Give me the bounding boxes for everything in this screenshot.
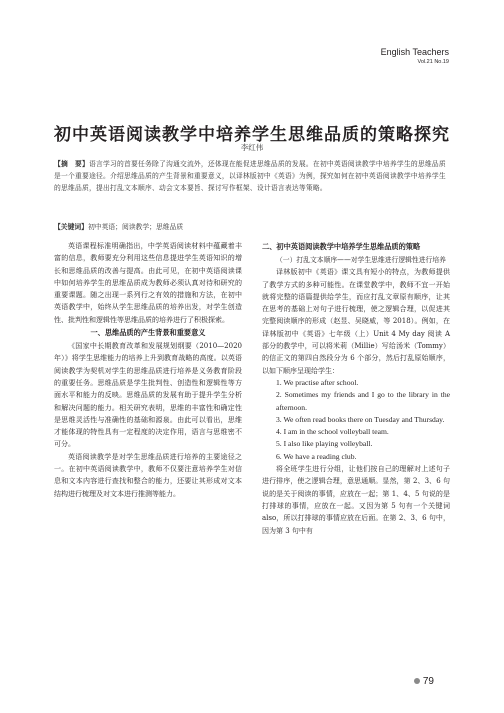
left-column: [54, 240, 242, 500]
page-dot-icon: [414, 678, 420, 684]
body-paragraph: 英语阅读教学是对学生思维品质进行培养的主要途径之一。在初中英语阅读教学中，教师不仅要注意培养学生对信息和文本内容进行查找和整合的能力，还要让其形成对文本结构进行梳理及对文本进行推测等能力。: [54, 452, 242, 498]
section2-heading: 二、初中英语阅读教学中培养学生思维品质的策略: [262, 242, 421, 251]
sentence-item: 5. I also like playing volleyball.: [276, 439, 373, 449]
abstract-text: 语言学习的首要任务除了沟通交流外，还体现在能促进思维品质的发展。在初中英语阅读教学中培养学生的思维品质是一个重要途径。介绍思维品质的产生背景和重要意义，以译林版初中《英语》为例，探究如何在初中英语阅读教学中培养学生的思维品质，提出打乱文本顺序、动会文本要旨、探讨写作框架、设计语言表达等策略。: [54, 160, 446, 193]
subsection-heading: （一）打乱文本顺序——对学生思维进行逻辑性进行培养: [276, 256, 446, 264]
sentence-item: 2. Sometimes my friends and I go to the library in the afternoon.: [276, 390, 450, 412]
sentence-item: 3. We often read books there on Tuesday and Thursday.: [276, 414, 445, 424]
sentence-item: 1. We practise after school.: [276, 377, 359, 387]
keywords: [54, 221, 450, 233]
body-paragraph: 《国家中长期教育改革和发展规划纲要（2010—2020年）》将学生思维能力的培养上升到教育战略的高度。以英语阅读教学为契机对学生的思维品质进行培养是义务教育阶段的重要任务。思维品质是学生批判性、创造性和逻辑性等方面水平和能力的反映。思维品质的发展有助于提升学生分析和解决问题的能力。相关研究表明，思维的丰富性和确定性是思维灵活性与准确性的基础和源泉。由此可以看出，思维才能体现的特性具有一定程度的决定作用，语言与思维密不可分。: [54, 342, 242, 449]
issue-label: Vol.21 No.19: [417, 59, 449, 65]
page-number-text: 79: [422, 676, 434, 687]
right-column: [262, 240, 450, 537]
sentence-item: 4. I am in the school volleyball team.: [276, 427, 389, 437]
intro-paragraph: 英语课程标准明确指出，中学英语阅读材料中蕴藏着丰富的信息，教师要充分利用这些信息提进学生英语知识的增长和思维品质的改善与提高。由此可见，在初中英语阅读课中如何培养学生的思维品质成为教师必须认真对待和研究的重要课题。随之出现一系列行之有效的措施和方法，在初中英语教学中，始终从学生思维品质的培养出发，对学生创造性、批判性和逻辑性等思维品质的培养进行了积极探索。: [54, 242, 242, 324]
keywords-tag: 【关键词】: [54, 223, 88, 231]
body-paragraph: 译林版初中《英语》课文具有短小的特点，为教师提供了教学方式的多种可能性。在课堂教学中，教师不宜一开始就将完整的语篇提供给学生，而应打乱文章原有顺序，让其在思考的基础上对句子进行梳理，使之逻辑合理，以促进其完整阅读顺序的形成（赵昱、吴晓威，等 2018）。例如，在译林版初中《英语》七年级（上）Unit 4 My day 阅读 A 部分的教学中，可以将米莉（Millie）写给汤米（Tommy）的信正文的第四自然段分为 6 个部分，然后打乱原始顺序，以如下顺序呈现给学生：: [262, 268, 450, 375]
page-number: [414, 676, 434, 687]
article-author: 李红伟: [240, 143, 264, 152]
body-paragraph: 将全班学生进行分组，让他们按自己的理解对上述句子进行排序，使之逻辑合理，意思通顺。显然，第 2、3、6 句说的是关于阅读的事情，应放在一起；第 1、4、5 句说的是打排球的事情，应放在一起。又因为第 5 句有一个关键词 also，所以打排球的事情应放在后面。在第 2、3、6 句中，因为第 3 句中有: [262, 465, 450, 535]
abstract: [54, 158, 450, 195]
keywords-text: 初中英语；阅读教学；思维品质: [87, 223, 184, 231]
journal-name: English Teachers: [380, 47, 449, 57]
sentence-item: 6. We have a reading club.: [276, 451, 357, 461]
section1-heading: 一、思维品质的产生背景和重要意义: [90, 328, 206, 338]
article-title: 初中英语阅读教学中培养学生思维品质的策略探究: [54, 125, 450, 145]
abstract-tag: 【摘 要】: [54, 160, 89, 168]
